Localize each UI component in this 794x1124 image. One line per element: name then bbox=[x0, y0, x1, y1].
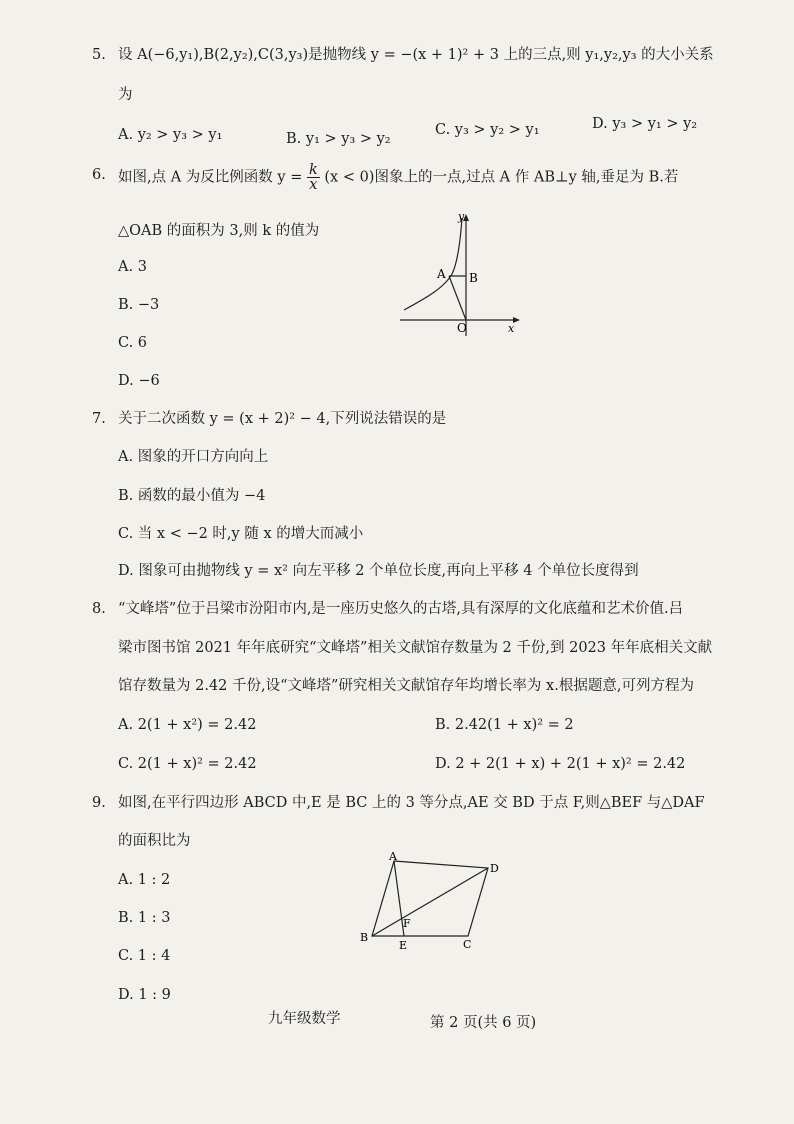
q9-stem-line2: 的面积比为 bbox=[118, 833, 191, 849]
footer-page-number: 第 2 页(共 6 页) bbox=[430, 1015, 537, 1031]
q9-number: 9. bbox=[92, 795, 106, 811]
q9-parallelogram bbox=[372, 861, 488, 936]
q6-stem-part-b: (x < 0)图象上的一点,过点 A 作 AB⊥y 轴,垂足为 B.若 bbox=[324, 169, 679, 186]
q8-stem-line3: 馆存数量为 2.42 千份,设“文峰塔”研究相关文献馆存年均增长率为 x.根据题意,可列方程为 bbox=[118, 678, 694, 694]
q6-option-d: D. −6 bbox=[118, 373, 160, 389]
q6-stem-part-a: 如图,点 A 为反比例函数 y = bbox=[118, 169, 303, 186]
q8-stem-line1: “文峰塔”位于吕梁市汾阳市内,是一座历史悠久的古塔,具有深厚的文化底蕴和艺术价值.吕 bbox=[118, 601, 684, 617]
q6-figure-hyperbola bbox=[396, 206, 526, 336]
q9-label-e: E bbox=[399, 939, 408, 952]
q9-option-a: A. 1 : 2 bbox=[118, 872, 171, 888]
q5-option-a: A. y₂ > y₃ > y₁ bbox=[118, 127, 223, 143]
q6-number: 6. bbox=[92, 167, 106, 183]
q6-segment-ao bbox=[449, 276, 466, 320]
q9-label-b: B bbox=[360, 931, 369, 944]
q7-number: 7. bbox=[92, 411, 106, 427]
q9-option-c: C. 1 : 4 bbox=[118, 948, 171, 964]
q8-option-c: C. 2(1 + x)² = 2.42 bbox=[118, 756, 257, 772]
q6-option-c: C. 6 bbox=[118, 335, 148, 351]
q9-option-d: D. 1 : 9 bbox=[118, 987, 171, 1003]
q7-stem-line1: 关于二次函数 y = (x + 2)² − 4,下列说法错误的是 bbox=[118, 411, 447, 427]
q6-stem-line1 bbox=[118, 163, 678, 192]
q7-option-b: B. 函数的最小值为 −4 bbox=[118, 488, 266, 504]
q7-option-a: A. 图象的开口方向向上 bbox=[118, 449, 269, 465]
q9-stem-line1: 如图,在平行四边形 ABCD 中,E 是 BC 上的 3 等分点,AE 交 BD 于点 F,则△BEF 与△DAF bbox=[118, 795, 705, 811]
q6-label-b: B bbox=[469, 271, 478, 285]
q6-hyperbola-curve bbox=[404, 218, 462, 310]
q8-stem-line2: 梁市图书馆 2021 年年底研究“文峰塔”相关文献馆存数量为 2 千份,到 2023 年年底相关文献 bbox=[118, 640, 713, 656]
q5-option-c: C. y₃ > y₂ > y₁ bbox=[435, 122, 540, 138]
footer-subject: 九年级数学 bbox=[268, 1011, 341, 1027]
q9-label-d: D bbox=[490, 862, 499, 875]
q5-stem-line2: 为 bbox=[118, 87, 133, 103]
q6-label-y: y bbox=[458, 210, 465, 223]
q5-number: 5. bbox=[92, 47, 106, 63]
q8-option-a: A. 2(1 + x²) = 2.42 bbox=[118, 717, 257, 733]
q9-figure-parallelogram bbox=[354, 850, 514, 956]
q7-option-c: C. 当 x < −2 时,y 随 x 的增大而减小 bbox=[118, 526, 364, 542]
q8-option-b: B. 2.42(1 + x)² = 2 bbox=[435, 717, 574, 733]
q6-label-a: A bbox=[437, 267, 446, 281]
q5-option-d: D. y₃ > y₁ > y₂ bbox=[592, 116, 698, 132]
q6-stem-line2: △OAB 的面积为 3,则 k 的值为 bbox=[118, 223, 320, 239]
q6-option-a: A. 3 bbox=[118, 259, 147, 275]
q6-fraction bbox=[307, 163, 320, 192]
q8-option-d: D. 2 + 2(1 + x) + 2(1 + x)² = 2.42 bbox=[435, 756, 686, 772]
q9-label-c: C bbox=[463, 938, 472, 951]
q8-number: 8. bbox=[92, 601, 106, 617]
q6-label-x: x bbox=[508, 322, 515, 335]
q7-option-d: D. 图象可由抛物线 y = x² 向左平移 2 个单位长度,再向上平移 4 个单位长度得到 bbox=[118, 563, 639, 579]
q9-label-f: F bbox=[403, 917, 411, 930]
q6-frac-denominator: x bbox=[309, 177, 318, 193]
q9-option-b: B. 1 : 3 bbox=[118, 910, 171, 926]
q5-stem-line1: 设 A(−6,y₁),B(2,y₂),C(3,y₃)是抛物线 y = −(x + 1)² + 3 上的三点,则 y₁,y₂,y₃ 的大小关系 bbox=[118, 47, 714, 63]
q5-option-b: B. y₁ > y₃ > y₂ bbox=[286, 131, 391, 147]
q9-label-a: A bbox=[389, 850, 397, 863]
q6-frac-numerator: k bbox=[308, 162, 318, 178]
q6-label-o: O bbox=[457, 321, 467, 335]
q6-option-b: B. −3 bbox=[118, 297, 160, 313]
